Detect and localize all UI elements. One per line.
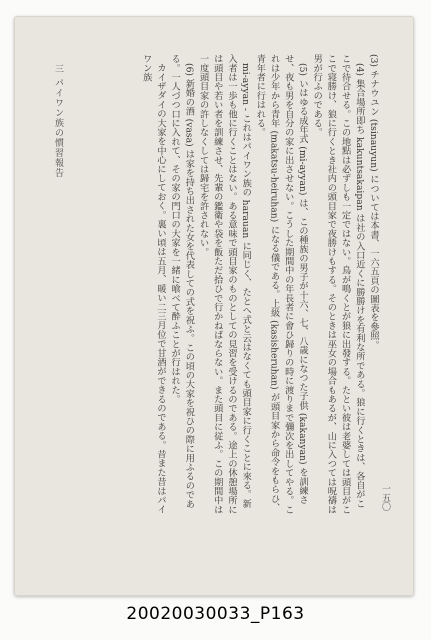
book-page <box>14 16 414 596</box>
image-caption: 20020030033_P163 <box>126 604 305 624</box>
running-head: 三 パイワン族の慣習報告 <box>53 64 63 178</box>
page-number: 一五〇 <box>380 484 390 511</box>
paragraph-4: (4) 集合場所即ち kakuntsakaipan は社の入口近くに勝勝けを有利な所である。狼に行くときは、各自がここで待合せる。この地點は必ずしも一定ではない。鳥が鳴くとが狼に出發する。たとい彼は老婆しては頭目がここで寝勝け、狼に行くとき社内の頭目家で夜勝けもする。そのときは巫女の場合もあるが、山に入つては呪禱は男が行ふのである。 <box>311 54 365 514</box>
body-text <box>86 54 380 514</box>
paragraph-3: (3) チナウユン (tsinauyun) については本書、一六五頁の圖表を參照。 <box>368 54 379 350</box>
paragraph-5-continued: mi-ayyan - これはパイワン族の harauan に同じく、たとへ式と云はなくても頭目家に行くことに來る。新入者は一歩も他に行くことはない。ある意味で頭目家のものとしての見習を受けるのである。途上の休憩場所には頭目や若い者を訓練させ、先輩の鑑衛や袋を飯ただ拾ひで行かねばならない。また頭目に従ふ。この期間中は一度頭目家の許しなくしては歸宅を許されない。 <box>197 54 252 514</box>
paragraph-5: (5) いはゆる成年式 (mi-ayyan) は、この種族の男子が十六、七、八歳になつた子供 (kakanyan) を訓練させ、夜も男を自分の家に出させない。こうした期間中の年長者に會ひ歸りの時に渡りまで彌次を出してやる。これは少年から青年 (makatsu-heiruhan) になる儀である。上級 (kasisheruhan) が頭目家から命令をもらひ、青年者に行はれる。 <box>254 54 308 514</box>
paragraph-6: (6) 新婚の酒 (vasa) は家を持ち出された女を代表しての式を祝ふ。この頃の大家を祝ひの際に用ふるのである。一人づつ口に入れて、その家の門口の大家を一緒に喰べて酔ふことが行はれた。 <box>169 54 195 509</box>
paragraph-6-continued: カイザダイの大家を中心にしておく。裏い頃は五月、暖い二三月位で甘酒ができるのである。昔また昔はパイワン族 <box>140 54 166 514</box>
